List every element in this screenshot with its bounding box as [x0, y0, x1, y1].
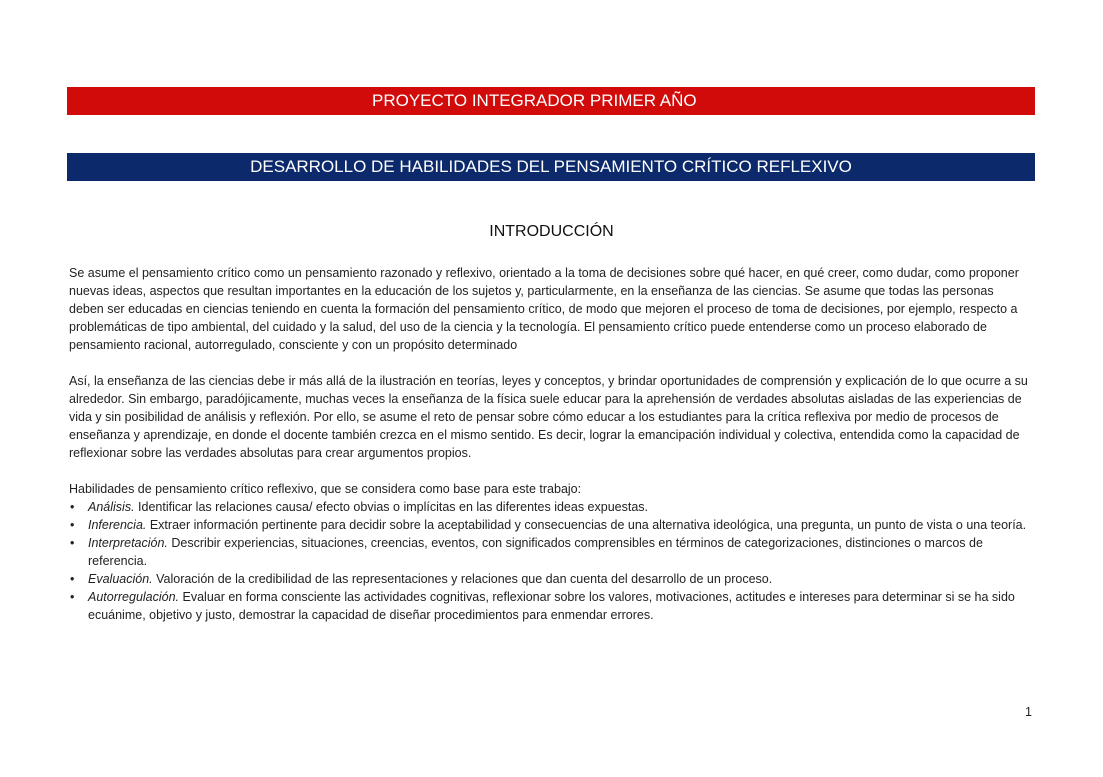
skills-intro: Habilidades de pensamiento crítico reflexivo, que se considera como base para este trabajo:: [69, 482, 582, 496]
list-item: [69, 534, 1031, 570]
skill-description: Valoración de la credibilidad de las representaciones y relaciones que dan cuenta del desarrollo de un proceso.: [152, 572, 773, 586]
skills-list: [69, 498, 1031, 624]
skill-term: Autorregulación.: [88, 590, 180, 604]
skill-term: Inferencia.: [88, 518, 147, 532]
document-subtitle: DESARROLLO DE HABILIDADES DEL PENSAMIENTO CRÍTICO REFLEXIVO: [250, 157, 852, 176]
skill-description: Evaluar en forma consciente las actividades cognitivas, reflexionar sobre los valores, motivaciones, actitudes e intereses para determinar si se ha sido ecuánime, objetivo y justo, demostrar la capacidad de diseñar procedimientos para enmendar errores.: [88, 590, 1015, 622]
intro-paragraph-2: Así, la enseñanza de las ciencias debe ir más allá de la ilustración en teorías, leyes y conceptos, y brindar oportunidades de comprensión y explicación de lo que ocurre a su alrededor. Sin embargo, paradójicamente, muchas veces la enseñanza de la física suele educar para la aprehensión de verdades absolutas aisladas de las experiencias de vida y sin posibilidad de análisis y reflexión. Por ello, se asume el reto de pensar sobre cómo educar a los estudiantes para la crítica reflexiva por medio de procesos de enseñanza y aprendizaje, en donde el docente también crezca en el mismo sentido. Es decir, lograr la emancipación individual y colectiva, entendida como la capacidad de reflexionar sobre las verdades absolutas para crear argumentos propios.: [69, 374, 1028, 460]
document-body: [69, 264, 1031, 624]
skill-description: Identificar las relaciones causa/ efecto obvias o implícitas en las diferentes ideas expuestas.: [134, 500, 649, 514]
list-item: [69, 570, 1031, 588]
skill-term: Evaluación.: [88, 572, 153, 586]
project-title-band: [67, 87, 1035, 115]
section-title: INTRODUCCIÓN: [489, 223, 614, 240]
list-item: [69, 516, 1031, 534]
skill-term: Interpretación.: [88, 536, 168, 550]
subtitle-band: [67, 153, 1035, 181]
project-title: PROYECTO INTEGRADOR PRIMER AÑO: [372, 91, 697, 110]
list-item: [69, 498, 1031, 516]
list-item: [69, 588, 1031, 624]
skill-term: Análisis.: [88, 500, 135, 514]
skill-description: Extraer información pertinente para decidir sobre la aceptabilidad y consecuencias de una alternativa ideológica, una pregunta, un punto de vista o una teoría.: [146, 518, 1027, 532]
page-number: 1: [1025, 705, 1032, 719]
intro-paragraph-1: Se asume el pensamiento crítico como un pensamiento razonado y reflexivo, orientado a la toma de decisiones sobre qué hacer, en qué creer, como dudar, como proponer nuevas ideas, aspectos que resultan importantes en la educación de los sujetos y, particularmente, en la enseñanza de las ciencias. Se asume que todas las personas deben ser educadas en ciencias teniendo en cuenta la formación del pensamiento crítico, de modo que mejoren el proceso de toma de decisiones, por ejemplo, respecto a problemáticas de tipo ambiental, del cuidado y la salud, del uso de la ciencia y la tecnología. El pensamiento crítico puede entenderse como un proceso elaborado de pensamiento racional, autorregulado, consciente y con un propósito determinado: [69, 266, 1019, 352]
skill-description: Describir experiencias, situaciones, creencias, eventos, con significados comprensibles en términos de categorizaciones, distinciones o marcos de referencia.: [88, 536, 983, 568]
